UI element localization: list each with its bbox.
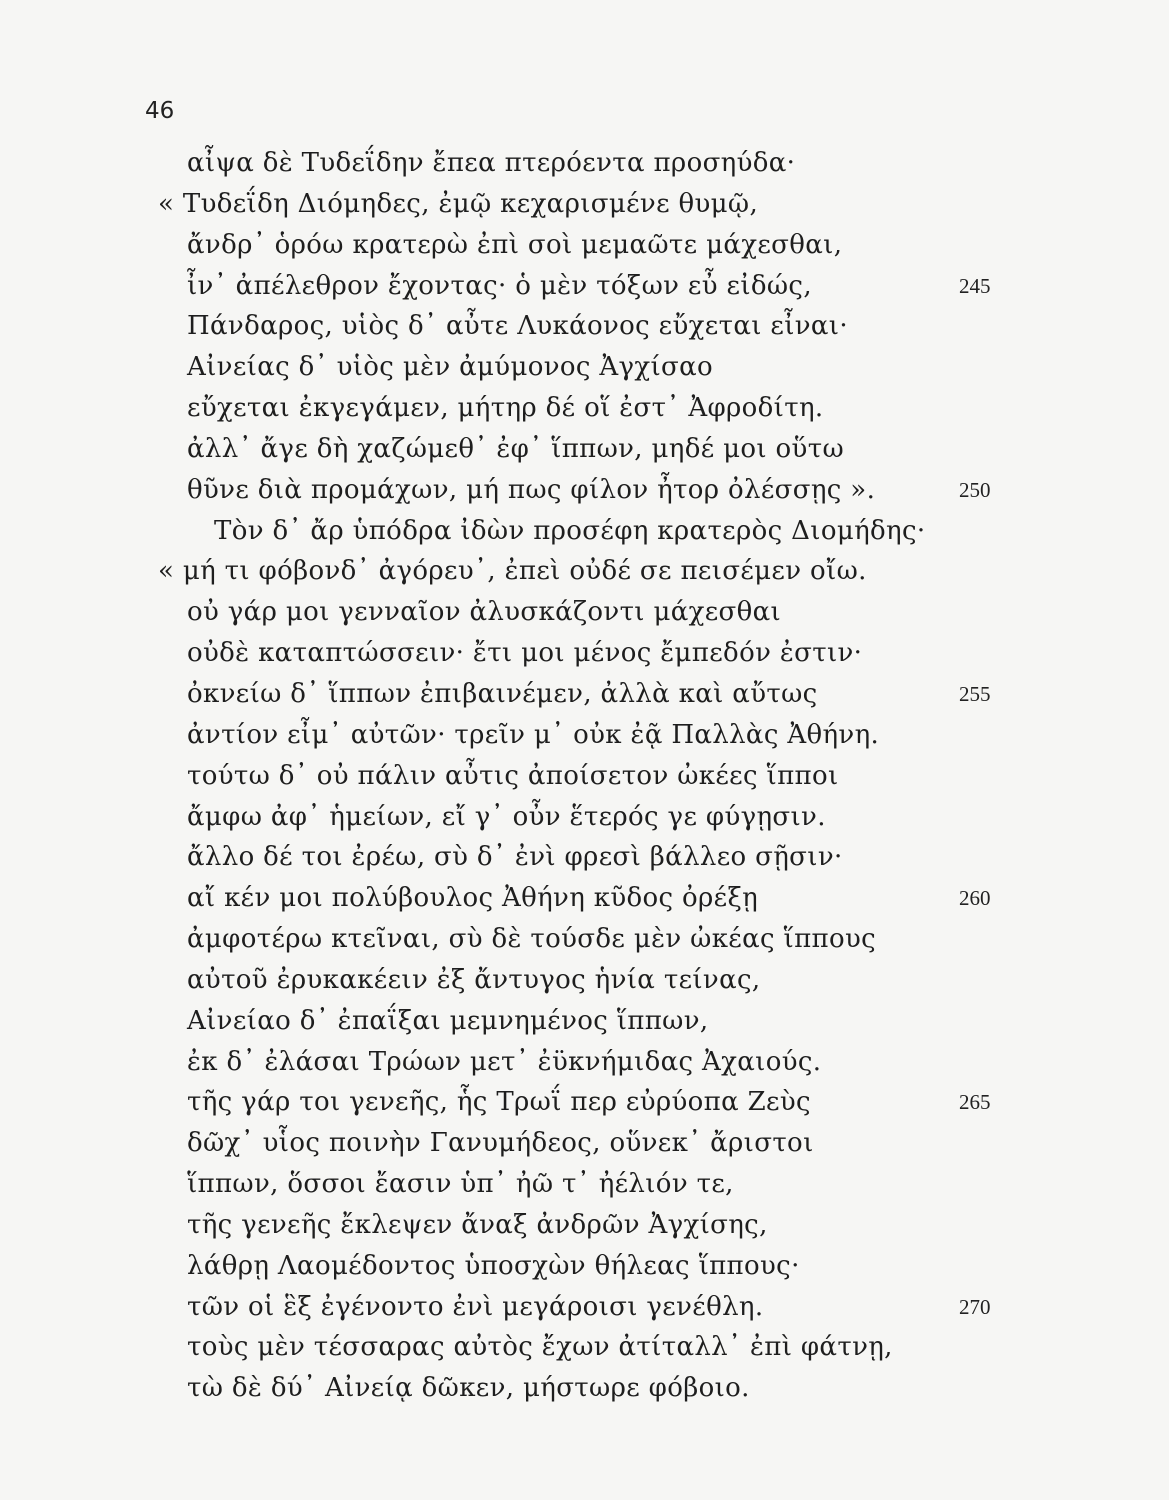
- verse-text: εὔχεται ἐκγεγάμεν, μήτηρ δέ οἵ ἐστ᾽ Ἀφροδίτη.: [187, 393, 824, 424]
- verse-line: [0, 674, 1169, 715]
- verse-text: ἄμφω ἀφ᾽ ἡμείων, εἴ γ᾽ οὖν ἕτερός γε φύγῃσιν.: [187, 801, 826, 832]
- verse-line: [0, 143, 1169, 184]
- verse-line: [0, 1164, 1169, 1205]
- verse-text: Τὸν δ᾽ ἄρ ὑπόδρα ἰδὼν προσέφη κρατερὸς Διομήδης·: [214, 515, 926, 546]
- line-number: 255: [959, 681, 991, 706]
- verse-text: λάθρῃ Λαομέδοντος ὑποσχὼν θήλεας ἵππους·: [187, 1250, 800, 1281]
- verse-text: τὼ δὲ δύ᾽ Αἰνείᾳ δῶκεν, μήστωρε φόβοιο.: [187, 1373, 750, 1404]
- verse-line: [0, 388, 1169, 429]
- verse-text: ἐκ δ᾽ ἐλάσαι Τρώων μετ᾽ ἐϋκνήμιδας Ἀχαιούς.: [187, 1046, 822, 1077]
- verse-text: θῦνε διὰ προμάχων, μή πως φίλον ἦτορ ὀλέσσῃς ».: [187, 474, 876, 505]
- verse-text: τῶν οἱ ἓξ ἐγένοντο ἐνὶ μεγάροισι γενέθλη.: [187, 1291, 764, 1322]
- verse-text: ἀλλ᾽ ἄγε δὴ χαζώμεθ᾽ ἐφ᾽ ἵππων, μηδέ μοι οὕτω: [187, 433, 844, 464]
- verse-line: [0, 756, 1169, 797]
- verse-text: τούτω δ᾽ οὐ πάλιν αὖτις ἀποίσετον ὠκέες ἵπποι: [187, 760, 839, 791]
- verse-line: [0, 878, 1169, 919]
- verse-text: Αἰνείαο δ᾽ ἐπαΐξαι μεμνημένος ἵππων,: [187, 1005, 709, 1036]
- verse-text: τοὺς μὲν τέσσαρας αὐτὸς ἔχων ἀτίταλλ᾽ ἐπὶ φάτνῃ,: [187, 1332, 893, 1363]
- verse-text: « μή τι φόβονδ᾽ ἀγόρευ᾽, ἐπεὶ οὐδέ σε πεισέμεν οἴω.: [158, 556, 867, 587]
- verse-text: ἶν᾽ ἀπέλεθρον ἔχοντας· ὁ μὲν τόξων εὖ εἰδώς,: [187, 270, 812, 301]
- verse-text: ἵππων, ὅσσοι ἔασιν ὑπ᾽ ἠῶ τ᾽ ἠέλιόν τε,: [187, 1169, 734, 1200]
- verse-line: [0, 1001, 1169, 1042]
- verse-line: [0, 1042, 1169, 1083]
- verse-line: [0, 225, 1169, 266]
- line-number: 250: [959, 477, 991, 502]
- verse-text: Πάνδαρος, υἱὸς δ᾽ αὖτε Λυκάονος εὔχεται εἶναι·: [187, 311, 848, 342]
- verse-block: [0, 143, 1169, 1409]
- verse-text: οὐ γάρ μοι γενναῖον ἀλυσκάζοντι μάχεσθαι: [187, 597, 782, 628]
- verse-line: [0, 1327, 1169, 1368]
- verse-line: [0, 715, 1169, 756]
- verse-line: [0, 919, 1169, 960]
- verse-text: ὀκνείω δ᾽ ἵππων ἐπιβαινέμεν, ἀλλὰ καὶ αὔτως: [187, 678, 818, 709]
- verse-line: [0, 511, 1169, 552]
- verse-text: τῆς γάρ τοι γενεῆς, ἧς Τρωΐ περ εὐρύοπα Ζεὺς: [187, 1087, 811, 1118]
- verse-line: [0, 347, 1169, 388]
- verse-line: [0, 1205, 1169, 1246]
- verse-text: ἄνδρ᾽ ὁρόω κρατερὼ ἐπὶ σοὶ μεμαῶτε μάχεσθαι,: [187, 229, 843, 260]
- verse-line: [0, 837, 1169, 878]
- verse-text: « Τυδεΐδη Διόμηδες, ἐμῷ κεχαρισμένε θυμῷ,: [158, 188, 759, 219]
- verse-line: [0, 592, 1169, 633]
- verse-line: [0, 633, 1169, 674]
- page-number: 46: [145, 98, 175, 124]
- line-number: 245: [959, 273, 991, 298]
- verse-line: [0, 470, 1169, 511]
- verse-text: τῆς γενεῆς ἔκλεψεν ἄναξ ἀνδρῶν Ἀγχίσης,: [187, 1209, 768, 1240]
- verse-text: αἶψα δὲ Τυδεΐδην ἔπεα πτερόεντα προσηύδα·: [187, 148, 796, 178]
- verse-text: ἀμφοτέρω κτεῖναι, σὺ δὲ τούσδε μὲν ὠκέας ἵππους: [187, 924, 877, 955]
- verse-text: ἀντίον εἶμ᾽ αὐτῶν· τρεῖν μ᾽ οὐκ ἐᾷ Παλλὰς Ἀθήνη.: [187, 719, 880, 750]
- verse-line: [0, 1082, 1169, 1123]
- verse-line: [0, 797, 1169, 838]
- line-number: 260: [959, 886, 991, 911]
- line-number: 265: [959, 1090, 991, 1115]
- line-number: 270: [959, 1294, 991, 1319]
- verse-line: [0, 1368, 1169, 1409]
- verse-text: ἄλλο δέ τοι ἐρέω, σὺ δ᾽ ἐνὶ φρεσὶ βάλλεο σῇσιν·: [187, 842, 843, 873]
- verse-text: αὐτοῦ ἐρυκακέειν ἐξ ἄντυγος ἡνία τείνας,: [187, 964, 761, 995]
- verse-line: [0, 266, 1169, 307]
- verse-text: Αἰνείας δ᾽ υἱὸς μὲν ἀμύμονος Ἀγχίσαο: [187, 352, 714, 383]
- verse-text: δῶχ᾽ υἷος ποινὴν Γανυμήδεος, οὕνεκ᾽ ἄριστοι: [187, 1128, 814, 1159]
- verse-line: [0, 1246, 1169, 1287]
- verse-line: [0, 551, 1169, 592]
- verse-line: [0, 184, 1169, 225]
- verse-line: [0, 1123, 1169, 1164]
- verse-line: [0, 1287, 1169, 1328]
- verse-line: [0, 306, 1169, 347]
- verse-line: [0, 429, 1169, 470]
- verse-line: [0, 960, 1169, 1001]
- verse-text: αἴ κέν μοι πολύβουλος Ἀθήνη κῦδος ὀρέξῃ: [187, 883, 759, 914]
- verse-text: οὐδὲ καταπτώσσειν· ἔτι μοι μένος ἔμπεδόν ἐστιν·: [187, 638, 863, 669]
